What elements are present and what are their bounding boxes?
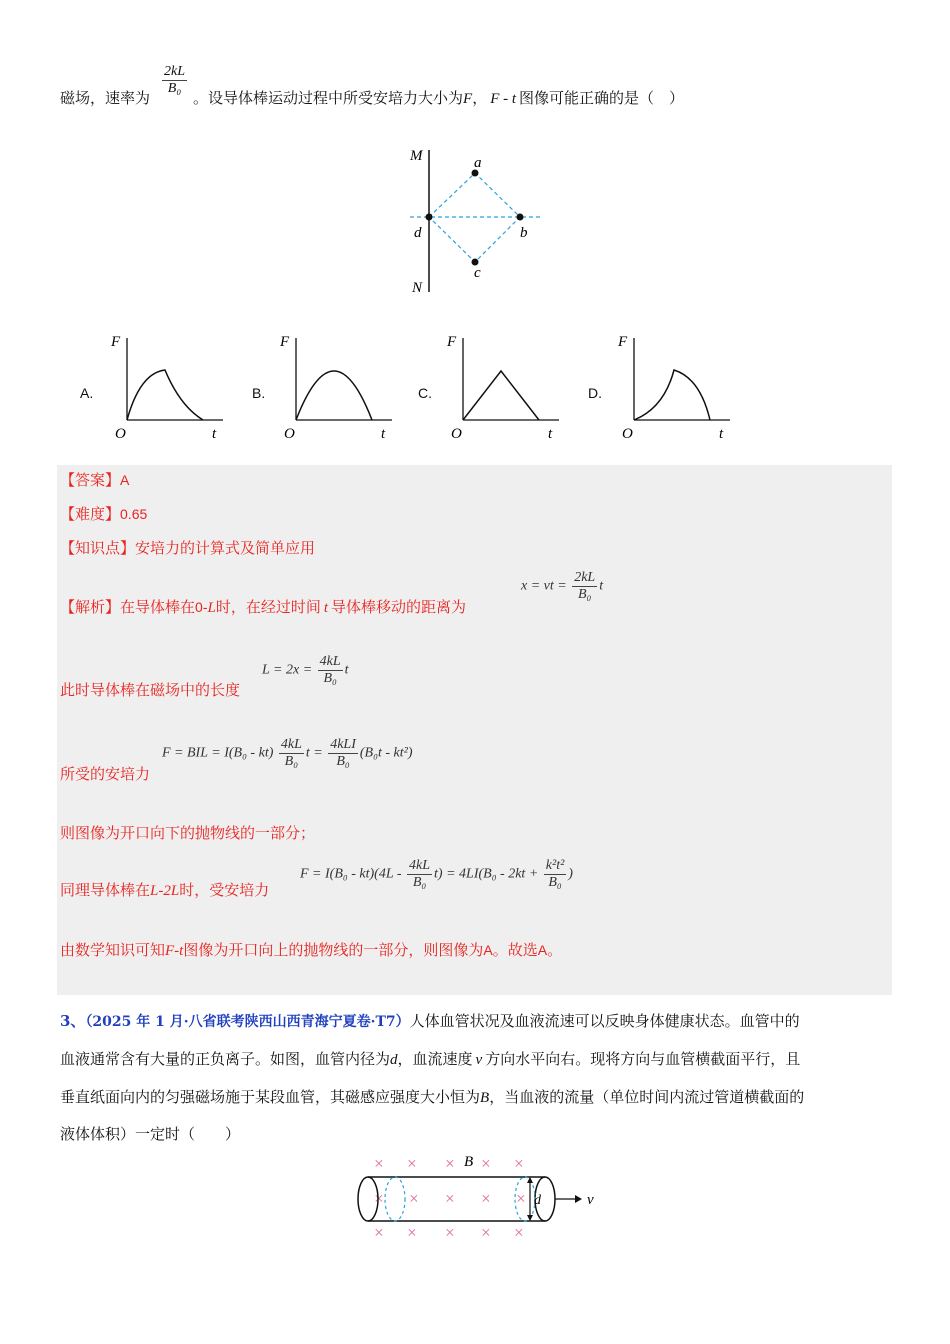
cross-mark: × bbox=[480, 1189, 492, 1208]
cross-mark: × bbox=[373, 1223, 385, 1242]
q3-d: d bbox=[390, 1052, 398, 1068]
option-a-curve bbox=[127, 370, 203, 420]
q3-line4: 液体体积）一定时（ ） bbox=[60, 1125, 241, 1143]
analysis-line3: 所受的安培力 bbox=[60, 765, 151, 783]
analysis-line6 bbox=[60, 940, 562, 961]
q2-F: F bbox=[463, 91, 473, 107]
axis-t: t bbox=[381, 426, 386, 442]
axis-F: F bbox=[111, 334, 121, 350]
eq3-a: F = BIL = I(B₀ - kt) bbox=[162, 745, 274, 761]
q3-text2e: 方向水平向右。现将方向与血管横截面平行，且 bbox=[485, 1050, 801, 1068]
option-c-label[interactable]: C. bbox=[418, 385, 432, 401]
q3-text2a: 血液通常含有大量的正负离子。如图，血管内径为 bbox=[60, 1050, 391, 1068]
cross-mark: × bbox=[373, 1189, 385, 1208]
eq4-c: ) bbox=[568, 866, 573, 882]
cross-mark: × bbox=[515, 1189, 527, 1208]
difficulty-tag: 【难度】 bbox=[60, 505, 121, 523]
eq4-den2: B₀ bbox=[548, 875, 562, 890]
label-b: b bbox=[520, 225, 528, 241]
eq2-lhs: L = 2x = bbox=[262, 662, 313, 678]
difficulty-value: 0.65 bbox=[120, 506, 148, 522]
eq3-num1: 4kL bbox=[280, 737, 302, 752]
label-B: B bbox=[464, 1154, 474, 1170]
axis-t: t bbox=[212, 426, 217, 442]
eq4-den1: B₀ bbox=[412, 875, 427, 890]
q2-speed-fraction bbox=[160, 64, 189, 97]
option-c-graph[interactable] bbox=[441, 328, 566, 443]
line6d: A bbox=[483, 942, 493, 958]
line6a: 由数学知识可知 bbox=[60, 941, 166, 959]
axis-O: O bbox=[451, 426, 462, 442]
option-c-curve bbox=[463, 371, 539, 420]
option-b-graph[interactable] bbox=[274, 328, 399, 443]
label-d: d bbox=[534, 1193, 541, 1208]
line6c: 图像为开口向上的抛物线的一部分，则图像为 bbox=[183, 941, 484, 959]
analysis-p1b: 0- bbox=[195, 599, 208, 615]
option-a-label[interactable]: A. bbox=[80, 385, 94, 401]
line6b: F-t bbox=[165, 943, 184, 959]
eq4-b: t) = 4LI(B₀ - 2kt + bbox=[434, 866, 539, 882]
q3-text3c: ，当血液的流量（单位时间内流过管道横截面的 bbox=[489, 1088, 805, 1106]
eq1-tail: t bbox=[599, 578, 604, 594]
cross-mark: × bbox=[406, 1154, 418, 1173]
answer-line bbox=[60, 470, 129, 490]
axis-O: O bbox=[622, 426, 633, 442]
q2-comma: ， bbox=[472, 89, 488, 107]
q2-line1-end: 图像可能正确的是（ ） bbox=[519, 89, 685, 107]
line5a: 同理导体棒在 bbox=[60, 881, 151, 899]
eq2-num: 4kL bbox=[319, 654, 341, 669]
analysis-line5 bbox=[60, 880, 269, 901]
difficulty-line bbox=[60, 504, 147, 524]
option-d-label[interactable]: D. bbox=[588, 385, 602, 401]
analysis-line1 bbox=[60, 597, 466, 618]
knowledge-value: 安培力的计算式及简单应用 bbox=[135, 539, 316, 557]
label-N: N bbox=[412, 280, 423, 296]
answer-value: A bbox=[120, 472, 130, 488]
axis-t: t bbox=[548, 426, 553, 442]
line6e: 。故选 bbox=[492, 941, 538, 959]
axis-F: F bbox=[280, 334, 290, 350]
cross-mark: × bbox=[513, 1154, 525, 1173]
eq1-num: 2kL bbox=[574, 570, 596, 585]
label-v: v bbox=[587, 1192, 594, 1208]
knowledge-tag: 【知识点】 bbox=[60, 539, 136, 557]
eq2-tail: t bbox=[344, 662, 349, 678]
q2-line1-prefix: 磁场，速率为 bbox=[60, 89, 151, 107]
cross-mark: × bbox=[480, 1154, 492, 1173]
eq3-den2: B₀ bbox=[336, 754, 350, 769]
q2-speed-den: B₀ bbox=[167, 81, 182, 96]
analysis-p1d: 时，在经过时间 bbox=[215, 598, 321, 616]
q2-diagram bbox=[400, 140, 560, 300]
q3-B: B bbox=[480, 1090, 490, 1106]
point-d bbox=[426, 214, 433, 221]
analysis-p1f: 导体棒移动的距离为 bbox=[331, 598, 467, 616]
point-b bbox=[517, 214, 524, 221]
eq1-lhs: x = vt = bbox=[521, 578, 567, 594]
q3-text2c: ，血流速度 bbox=[397, 1050, 473, 1068]
line5b: L-2L bbox=[150, 883, 180, 899]
eq3-c: (B₀t - kt²) bbox=[359, 745, 413, 761]
analysis-line4: 则图像为开口向下的抛物线的一部分； bbox=[60, 824, 316, 842]
axis-t: t bbox=[719, 426, 724, 442]
label-c: c bbox=[474, 265, 481, 281]
eq3-num2: 4kLI bbox=[330, 737, 356, 752]
line6g: 。 bbox=[547, 941, 563, 959]
cross-mark: × bbox=[444, 1154, 456, 1173]
equation-1 bbox=[521, 570, 603, 603]
analysis-p1c: L bbox=[207, 600, 216, 616]
analysis-p1e: t bbox=[323, 600, 329, 616]
eq4-num1: 4kL bbox=[409, 858, 431, 873]
q3-text1: 人体血管状况及血液流速可以反映身体健康状态。血管中的 bbox=[409, 1012, 800, 1030]
q3-source: （2025 年 1 月·八省联考陕西山西青海宁夏卷·T7） bbox=[85, 1014, 410, 1030]
axis-O: O bbox=[284, 426, 295, 442]
label-d: d bbox=[414, 225, 422, 241]
cross-section-left bbox=[385, 1177, 405, 1221]
q3-v: v bbox=[475, 1052, 483, 1068]
q3-text3a: 垂直纸面向内的匀强磁场施于某段血管，其磁感应强度大小恒为 bbox=[60, 1088, 481, 1106]
cross-mark: × bbox=[373, 1154, 385, 1173]
eq1-den: B₀ bbox=[578, 587, 592, 602]
eq3-b: t = bbox=[305, 745, 323, 761]
option-b-curve bbox=[296, 371, 372, 420]
option-d-curve bbox=[634, 370, 710, 420]
equation-2 bbox=[262, 654, 349, 687]
q3-line1 bbox=[60, 1011, 800, 1032]
cross-mark: × bbox=[513, 1223, 525, 1242]
axis-O: O bbox=[115, 426, 126, 442]
eq2-den: B₀ bbox=[323, 671, 337, 686]
equation-3 bbox=[162, 737, 413, 770]
q2-Ft: F - t bbox=[490, 91, 517, 107]
equation-4 bbox=[300, 858, 573, 891]
analysis-p1a: 在导体棒在 bbox=[120, 598, 196, 616]
analysis-line2: 此时导体棒在磁场中的长度 bbox=[60, 681, 241, 699]
eq3-den1: B₀ bbox=[284, 754, 299, 769]
line6f: A bbox=[537, 942, 548, 958]
cross-mark: × bbox=[408, 1189, 420, 1208]
q3-line3 bbox=[60, 1087, 804, 1108]
option-d-graph[interactable] bbox=[612, 328, 737, 443]
cross-mark: × bbox=[480, 1223, 492, 1242]
q3-number: 3、 bbox=[60, 1012, 86, 1030]
option-a-graph[interactable] bbox=[105, 328, 230, 443]
q3-vessel-figure bbox=[350, 1148, 610, 1248]
label-M: M bbox=[410, 148, 423, 164]
option-b-label[interactable]: B. bbox=[252, 385, 266, 401]
analysis-tag: 【解析】 bbox=[60, 598, 121, 616]
q2-speed-num: 2kL bbox=[164, 64, 185, 79]
cross-mark: × bbox=[444, 1189, 456, 1208]
q2-line1-suffix: 。设导体棒运动过程中所受安培力大小为 bbox=[193, 89, 464, 107]
eq4-num2: k²t² bbox=[545, 858, 565, 873]
eq4-a: F = I(B₀ - kt)(4L - bbox=[300, 866, 402, 882]
knowledge-line bbox=[60, 538, 315, 558]
q2-first-line-rest bbox=[193, 88, 684, 109]
cross-mark: × bbox=[406, 1223, 418, 1242]
cross-mark: × bbox=[444, 1223, 456, 1242]
axis-F: F bbox=[447, 334, 457, 350]
answer-tag: 【答案】 bbox=[60, 471, 121, 489]
line5c: 时，受安培力 bbox=[179, 881, 270, 899]
label-a: a bbox=[474, 155, 482, 171]
q3-line2 bbox=[60, 1049, 800, 1070]
q2-first-line bbox=[60, 88, 150, 108]
axis-F: F bbox=[618, 334, 628, 350]
